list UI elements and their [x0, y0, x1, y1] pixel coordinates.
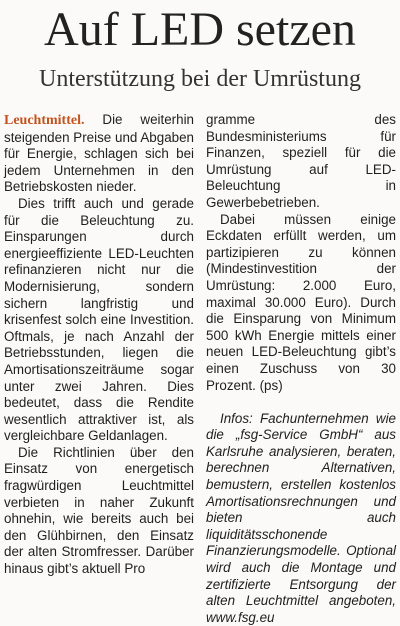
paragraph-intro: [4, 112, 194, 196]
spacer: [206, 394, 396, 411]
paragraph-guidelines: Die Richtlinien über den Einsatz von energetisch fragwürdigen Leuchtmittel verbieten in naher Zukunft ohnehin, wie bereits auch bei den Glühbirnen, den Einsatz der alten Stromfresser. Darüber hinaus gibt’s aktuell Pro: [4, 444, 194, 577]
article-column-left: [4, 112, 194, 578]
subheadline: Unterstützung bei der Umrüstung: [39, 66, 361, 92]
intro-text: Die weiterhin steigenden Preise und Abgaben für Energie, schlagen sich bei jedem Unternehmen in den Betriebskosten nieder.: [4, 112, 194, 195]
headline: Auf LED setzen: [44, 3, 356, 56]
lead-keyword: Leuchtmittel.: [4, 113, 85, 128]
paragraph-programmes: gramme des Bundesministeriums für Finanzen, speziell für die Umrüstung auf LED-Beleuchtung in Gewerbebetrieben.: [206, 112, 396, 210]
paragraph-requirements: Dabei müssen einige Eckdaten erfüllt werden, um partizipieren zu können (Mindestinvestition der Umrüstung: 2.000 Euro, maximal 30.000 Euro). Durch die Einsparung von Minimum 500 kWh Energie mittels einer neuen LED-Beleuchtung gibt’s einen Zuschuss von 30 Prozent. (ps): [206, 211, 396, 393]
paragraph-lighting: Dies trifft auch und gerade für die Beleuchtung zu. Einsparungen durch energieeffiziente LED-Leuchten refinanzieren nicht nur die Modernisierung, sondern sichern langfristig und krisenfest solch eine Investition. Oftmals, je nach Anzahl der Betriebsstunden, liegen die Amortisationszeiträume sogar unter zwei Jahren. Dies bedeutet, dass die Rendite wesentlich attraktiver ist, als vergleichbare Geldanlagen.: [4, 195, 194, 444]
paragraph-infos: Infos: Fachunternehmen wie die „fsg-Service GmbH“ aus Karlsruhe analysieren, beraten, berechnen Alternativen, bemustern, erstellen kostenlos Amortisationsrechnungen und bieten auch liquiditätsschonende Finanzierungsmodelle. Optional wird auch die Montage und zertifizierte Entsorgung der alten Leuchtmittel angeboten, www.fsg.eu: [206, 410, 396, 625]
article-column-right: [206, 112, 396, 626]
